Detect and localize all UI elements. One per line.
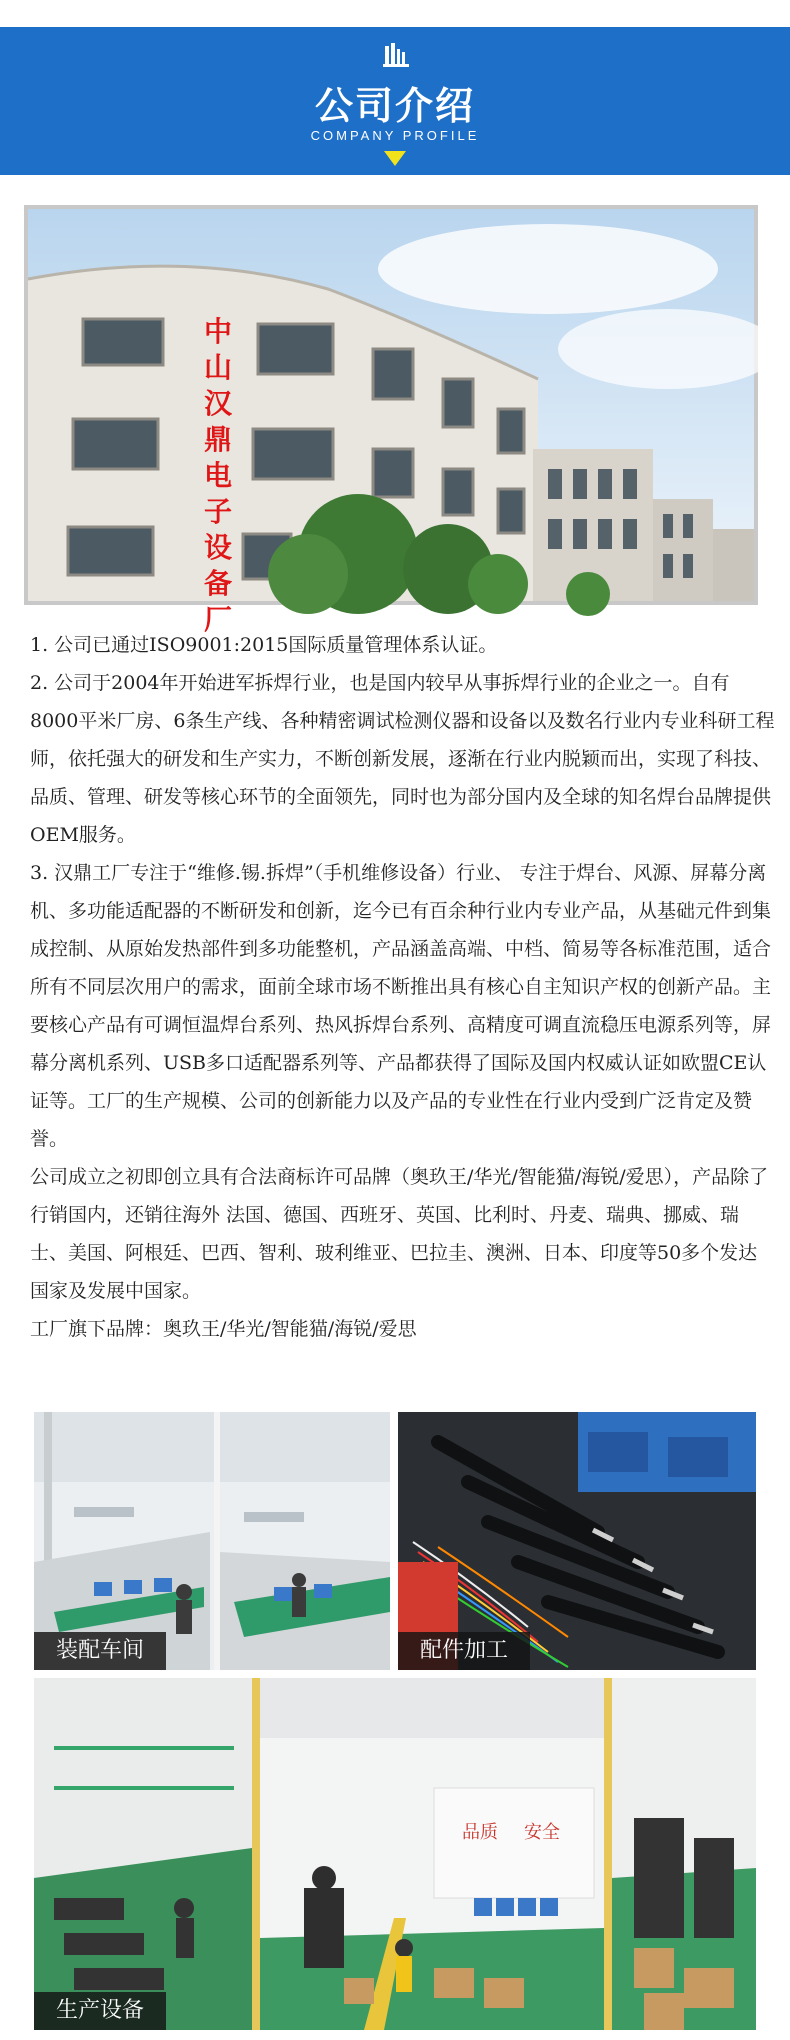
company-intro-text (30, 626, 775, 1348)
intro-paragraph: 工厂旗下品牌：奥玖王/华光/智能猫/海锐/爱思 (30, 1318, 417, 1340)
page-title: 公司介绍 (314, 84, 475, 128)
page-subtitle: COMPANY PROFILE (310, 128, 480, 143)
wall-sign-safety: 安全 (524, 1822, 560, 1843)
gallery-caption: 配件加工 (398, 1632, 530, 1670)
intro-paragraph: 1. 公司已通过ISO9001:2015国际质量管理体系认证。 (30, 634, 498, 656)
production-equipment-photo (34, 1678, 756, 2030)
gallery-caption: 装配车间 (34, 1632, 166, 1670)
assembly-workshop-photo (34, 1412, 390, 1670)
intro-paragraph: 3. 汉鼎工厂专注于“维修.锡.拆焊”（手机维修设备）行业、 专注于焊台、风源、屏幕分离机、多功能适配器的不断研发和创新，迄今已有百余种行业内专业产品，从基础元件到集成控制、从原始发热部件到多功能整机，产品涵盖高端、中档、简易等各标准范围，适合所有不同层次用户的需求，面前全球市场不断推出具有核心自主知识产权的创新产品。主要核心产品有可调恒温焊台系列、热风拆焊台系列、高精度可调直流稳压电源系列等，屏幕分离机系列、USB多口适配器系列等、产品都获得了国际及国内权威认证如欧盟CE认证等。工厂的生产规模、公司的创新能力以及产品的专业性在行业内受到广泛肯定及赞誉。 (30, 862, 772, 1150)
intro-paragraph: 2. 公司于2004年开始进军拆焊行业，也是国内较早从事拆焊行业的企业之一。自有8000平米厂房、6条生产线、各种精密调试检测仪器和设备以及数名行业内专业科研工程师，依托强大的研发和生产实力，不断创新发展，逐渐在行业内脱颖而出，实现了科技、品质、管理、研发等核心环节的全面领先，同时也为部分国内及全球的知名焊台品牌提供OEM服务。 (30, 672, 775, 846)
gallery-caption: 生产设备 (34, 1992, 166, 2030)
down-arrow-icon (384, 151, 406, 166)
building-icon (383, 43, 409, 67)
intro-paragraph: 公司成立之初即创立具有合法商标许可品牌（奥玖王/华光/智能猫/海锐/爱思），产品除了行销国内，还销往海外 法国、德国、西班牙、英国、比利时、丹麦、瑞典、挪威、瑞士、美国、阿根廷、巴西、智利、玻利维亚、巴拉圭、澳洲、日本、印度等50多个发达国家及发展中国家。 (30, 1166, 769, 1302)
section-header (0, 27, 790, 175)
wall-sign-quality: 品质 (462, 1822, 498, 1843)
building-sign: 中山汉鼎电子设备厂 (203, 315, 232, 636)
parts-processing-photo (398, 1412, 756, 1670)
company-building-photo (24, 205, 758, 636)
